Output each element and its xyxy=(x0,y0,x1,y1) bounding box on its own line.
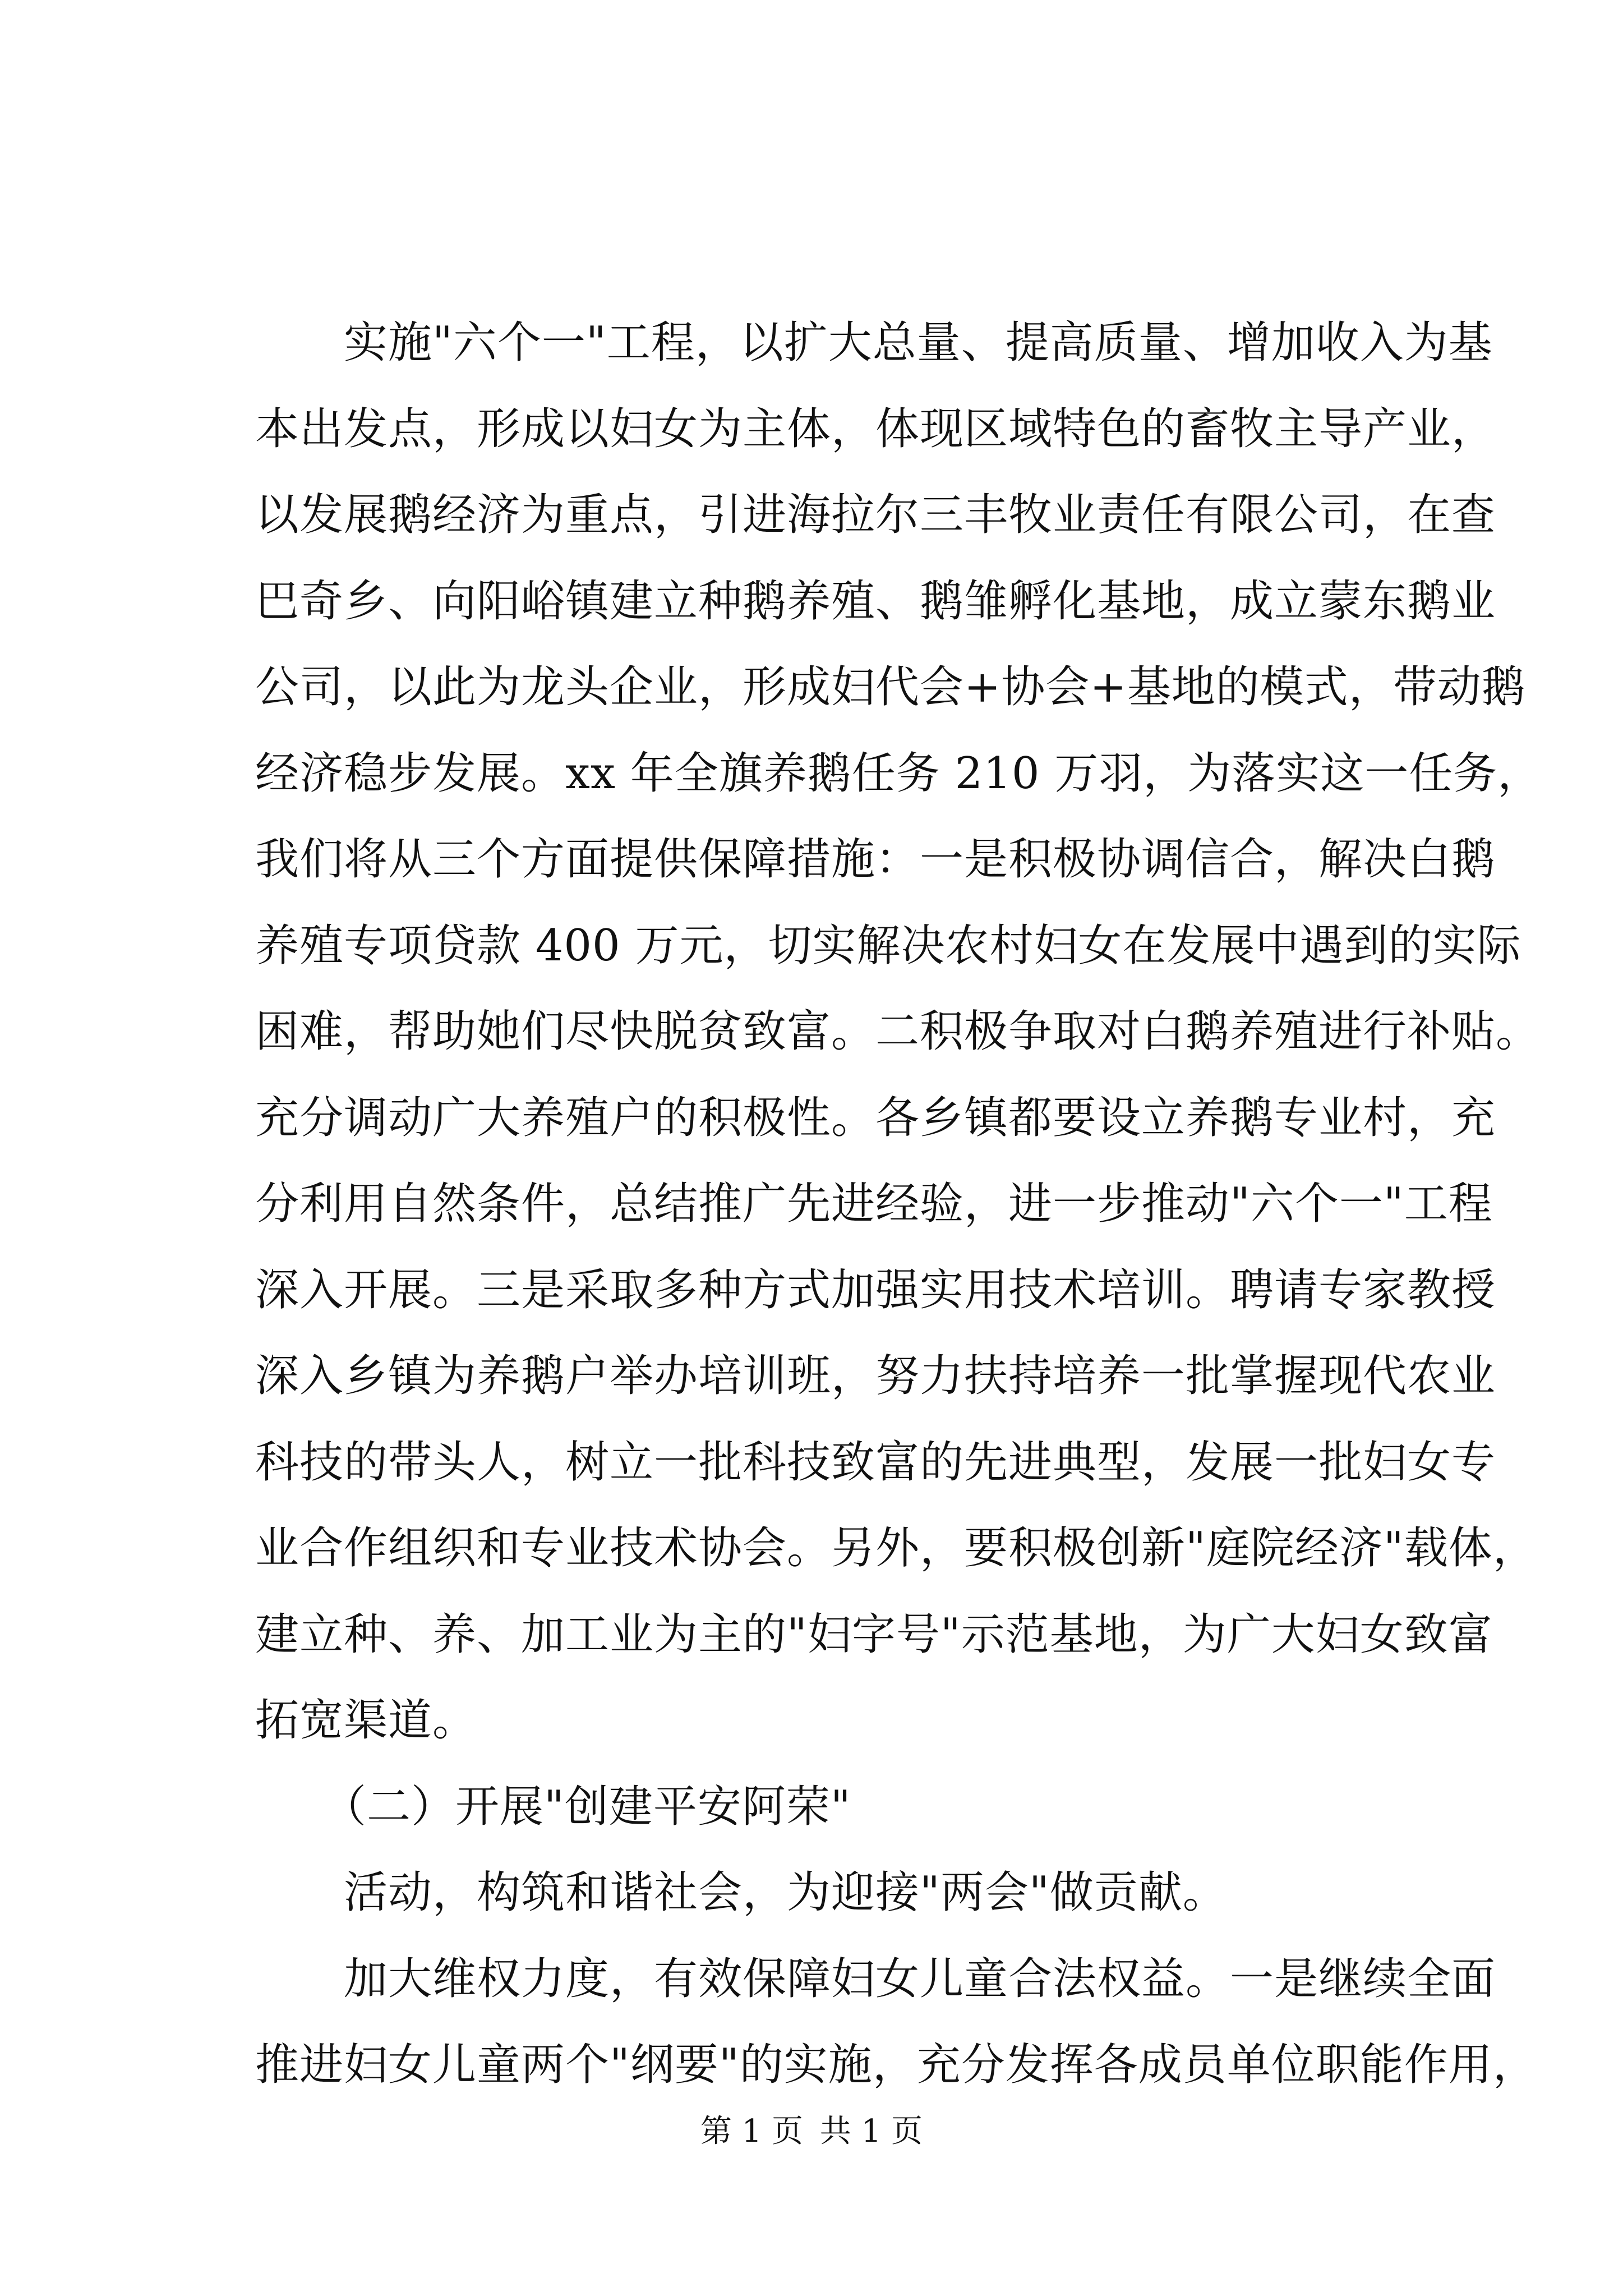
paragraph-line: 以发展鹅经济为重点，引进海拉尔三丰牧业责任有限公司，在查 xyxy=(255,490,1496,540)
paragraph-line: 拓宽渠道。 xyxy=(255,1695,477,1746)
paragraph-line: 充分调动广大养殖户的积极性。各乡镇都要设立养鹅专业村，充 xyxy=(255,1092,1496,1143)
paragraph-line: 本出发点，形成以妇女为主体，体现区域特色的畜牧主导产业， xyxy=(255,403,1496,454)
paragraph-line: 科技的带头人，树立一批科技致富的先进典型，发展一批妇女专 xyxy=(255,1437,1496,1488)
paragraph-line: 活动，构筑和谐社会，为迎接"两会"做贡献。 xyxy=(344,1867,1227,1918)
paragraph-line: 推进妇女儿童两个"纲要"的实施，充分发挥各成员单位职能作用， xyxy=(255,2040,1537,2090)
paragraph-line: 深入开展。三是采取多种方式加强实用技术培训。聘请专家教授 xyxy=(255,1264,1496,1315)
paragraph-line: 困难，帮助她们尽快脱贫致富。二积极争取对白鹅养殖进行补贴。 xyxy=(255,1006,1541,1057)
paragraph-line: 公司，以此为龙头企业，形成妇代会+协会+基地的模式，带动鹅 xyxy=(255,662,1526,712)
paragraph-line: 建立种、养、加工业为主的"妇字号"示范基地，为广大妇女致富 xyxy=(255,1609,1493,1660)
paragraph-line: 实施"六个一"工程，以扩大总量、提高质量、增加收入为基 xyxy=(344,318,1493,368)
paragraph-line: 加大维权力度，有效保障妇女儿童合法权益。一是继续全面 xyxy=(344,1953,1496,2004)
paragraph-line: 我们将从三个方面提供保障措施：一是积极协调信合，解决白鹅 xyxy=(255,834,1496,885)
paragraph-line: 业合作组织和专业技术协会。另外，要积极创新"庭院经济"载体， xyxy=(255,1523,1537,1573)
section-heading: （二）开展"创建平安阿荣" xyxy=(322,1781,851,1832)
paragraph-line: 养殖专项贷款 400 万元，切实解决农村妇女在发展中遇到的实际 xyxy=(255,920,1521,971)
page-number: 第 1 页 xyxy=(700,2113,804,2150)
paragraph-line: 巴奇乡、向阳峪镇建立种鹅养殖、鹅雏孵化基地，成立蒙东鹅业 xyxy=(255,576,1496,627)
paragraph-line: 深入乡镇为养鹅户举办培训班，努力扶持培养一批掌握现代农业 xyxy=(255,1351,1496,1401)
paragraph-line: 经济稳步发展。xx 年全旗养鹅任务 210 万羽，为落实这一任务， xyxy=(255,748,1542,799)
page-total: 共 1 页 xyxy=(819,2113,923,2150)
paragraph-line: 分利用自然条件，总结推广先进经验，进一步推动"六个一"工程 xyxy=(255,1179,1493,1229)
page-footer xyxy=(0,2112,1623,2151)
document-body xyxy=(255,300,1542,2109)
